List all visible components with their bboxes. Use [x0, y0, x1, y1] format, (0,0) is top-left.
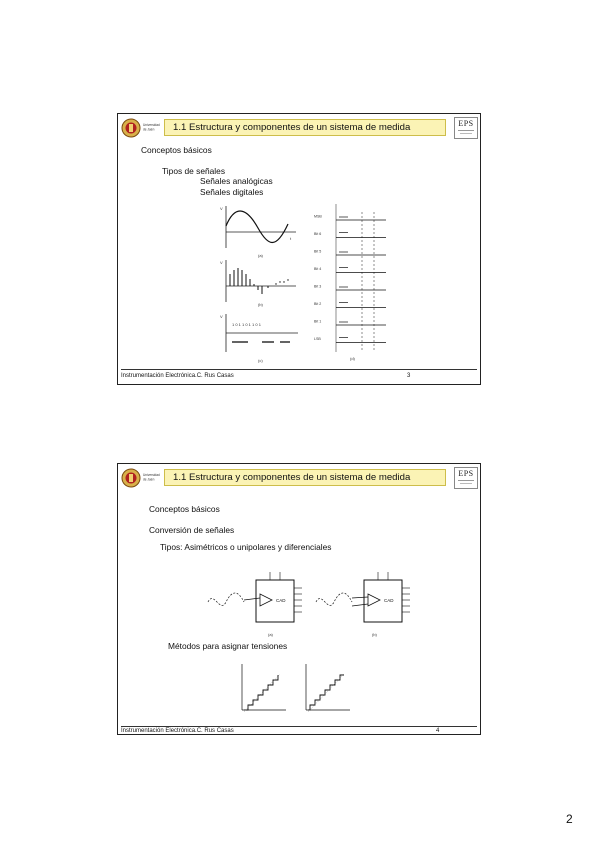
page-number: 2 — [566, 812, 573, 826]
heading-conceptos: Conceptos básicos — [141, 145, 212, 155]
conv-fig-a-label: (a) — [268, 632, 273, 637]
svg-text:V: V — [220, 260, 223, 265]
digital-signal-plot — [220, 314, 298, 363]
staircase-plot-2 — [306, 664, 350, 712]
bit-label: Bit 3 — [314, 284, 322, 289]
slide-3 — [117, 113, 481, 385]
heading-conversion: Conversión de señales — [149, 525, 235, 535]
footer-author: Instrumentación Electrónica.C. Rus Casas — [121, 728, 234, 734]
bit-label: Bit 2 — [314, 302, 322, 306]
transfer-function-plots — [230, 660, 360, 720]
svg-text:1 0 1 1 0 1 1 0 1: 1 0 1 1 0 1 1 0 1 — [232, 322, 261, 327]
university-logo — [121, 466, 161, 490]
bit-label: Bit 1 — [314, 319, 322, 324]
differential-converter — [316, 572, 410, 637]
bit-label: Bit 4 — [314, 267, 322, 271]
footer-slide-number: 4 — [436, 728, 440, 734]
parallel-bits-figure — [314, 202, 394, 362]
conv-fig-b-label: (b) — [372, 632, 377, 637]
cad-label-2: CAD — [384, 598, 394, 603]
cad-label-1: CAD — [276, 598, 286, 603]
university-logo — [121, 116, 161, 140]
eps-logo — [454, 467, 478, 489]
svg-text:Universidad: Universidad — [143, 473, 160, 477]
analog-signal-plot — [220, 206, 296, 258]
bullet-digitales: Señales digitales — [200, 187, 264, 197]
eps-logo-text: EPS — [458, 469, 474, 478]
fig-c-label: (c) — [258, 358, 263, 363]
staircase-plot-1 — [242, 664, 286, 712]
svg-text:t: t — [290, 236, 292, 241]
bullet-analogicas: Señales analógicas — [200, 176, 273, 186]
slide-4 — [117, 463, 481, 735]
eps-logo — [454, 117, 478, 139]
slide-title: 1.1 Estructura y componentes de un sistema de medida — [164, 119, 446, 136]
svg-text:Universidad: Universidad — [143, 123, 160, 127]
bit-label: Bit 6 — [314, 232, 322, 236]
fig-d-label: (d) — [350, 356, 355, 361]
slide-header — [118, 464, 480, 492]
slide-header — [118, 114, 480, 142]
svg-text:V: V — [220, 314, 223, 319]
subheading-tipos: Tipos: Asimétricos o unipolares y diferenciales — [160, 542, 332, 552]
bit-label: MSB — [314, 214, 322, 219]
bit-label: Bit 5 — [314, 249, 322, 254]
svg-text:de Jaén: de Jaén — [143, 127, 155, 132]
heading-conceptos: Conceptos básicos — [149, 504, 220, 514]
heading-metodos: Métodos para asignar tensiones — [168, 641, 288, 651]
va-label: V — [220, 206, 223, 211]
bit-label: LSB — [314, 337, 321, 341]
fig-b-label: (b) — [258, 302, 263, 307]
sampled-signal-plot — [220, 260, 296, 307]
eps-logo-text: EPS — [458, 119, 474, 128]
single-ended-converter — [208, 572, 302, 637]
heading-tipos-senales: Tipos de señales — [162, 166, 226, 176]
converter-diagrams — [206, 564, 416, 639]
fig-a-label: (a) — [258, 253, 263, 258]
signal-types-figure — [218, 202, 308, 367]
svg-text:de Jaén: de Jaén — [143, 477, 155, 482]
footer-author: Instrumentación Electrónica.C. Rus Casas — [121, 373, 234, 379]
footer-slide-number: 3 — [407, 373, 411, 379]
slide-title: 1.1 Estructura y componentes de un sistema de medida — [164, 469, 446, 486]
